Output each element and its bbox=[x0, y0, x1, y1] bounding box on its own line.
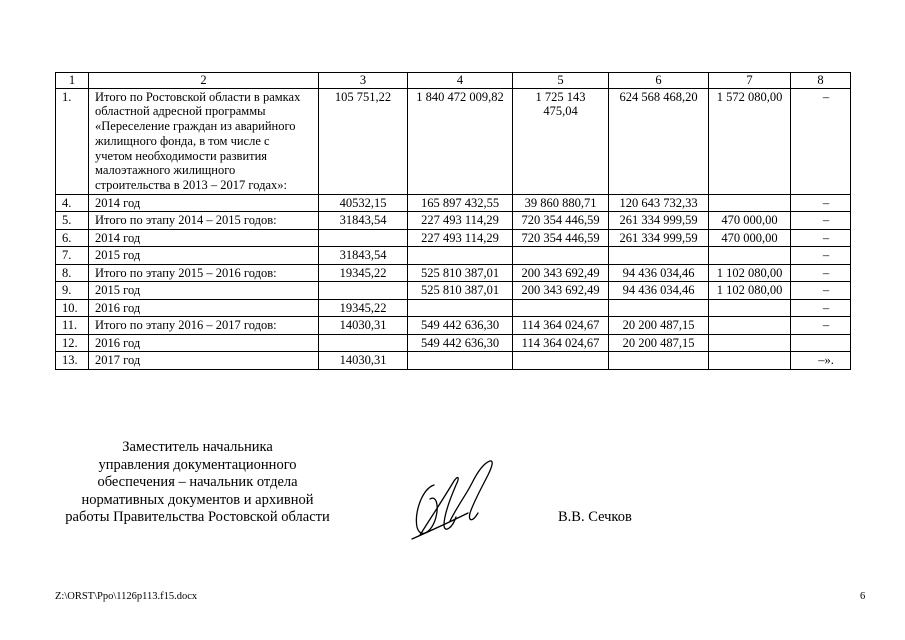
col3-value-cell: 14030,31 bbox=[319, 317, 408, 335]
col7-value-cell: 470 000,00 bbox=[709, 212, 791, 230]
col8-value-cell bbox=[791, 334, 851, 352]
table-row bbox=[56, 88, 851, 194]
col5-value-cell: 200 343 692,49 bbox=[513, 264, 609, 282]
col3-value-cell: 105 751,22 bbox=[319, 88, 408, 194]
col3-value-cell bbox=[319, 282, 408, 300]
row-label-cell: 2014 год bbox=[89, 194, 319, 212]
table-row bbox=[56, 264, 851, 282]
col4-value-cell: 227 493 114,29 bbox=[408, 212, 513, 230]
col4-value-cell: 1 840 472 009,82 bbox=[408, 88, 513, 194]
row-number-cell: 6. bbox=[56, 229, 89, 247]
col6-value-cell: 261 334 999,59 bbox=[609, 229, 709, 247]
row-number-cell: 4. bbox=[56, 194, 89, 212]
row-number-cell: 11. bbox=[56, 317, 89, 335]
col5-value-cell bbox=[513, 299, 609, 317]
signer-position bbox=[40, 439, 355, 527]
row-number-cell: 1. bbox=[56, 88, 89, 194]
table-row bbox=[56, 334, 851, 352]
row-label-cell: 2016 год bbox=[89, 334, 319, 352]
col5-value-cell: 200 343 692,49 bbox=[513, 282, 609, 300]
col7-value-cell bbox=[709, 194, 791, 212]
row-label-cell: 2016 год bbox=[89, 299, 319, 317]
signature-stroke bbox=[416, 485, 437, 533]
col6-value-cell: 20 200 487,15 bbox=[609, 334, 709, 352]
row-number-cell: 13. bbox=[56, 352, 89, 370]
col3-value-cell: 31843,54 bbox=[319, 247, 408, 265]
col7-value-cell: 470 000,00 bbox=[709, 229, 791, 247]
col8-value-cell: – bbox=[791, 88, 851, 194]
col6-value-cell: 120 643 732,33 bbox=[609, 194, 709, 212]
col5-value-cell: 720 354 446,59 bbox=[513, 229, 609, 247]
col3-value-cell: 40532,15 bbox=[319, 194, 408, 212]
col8-value-cell: –». bbox=[791, 352, 851, 370]
table-row bbox=[56, 194, 851, 212]
col7-value-cell bbox=[709, 317, 791, 335]
position-line: управления документационного bbox=[98, 456, 297, 473]
col6-value-cell bbox=[609, 352, 709, 370]
row-number-cell: 5. bbox=[56, 212, 89, 230]
col7-value-cell bbox=[709, 352, 791, 370]
column-header-5: 5 bbox=[513, 73, 609, 89]
row-label-cell: 2015 год bbox=[89, 282, 319, 300]
col5-value-cell: 1 725 143 475,04 bbox=[513, 88, 609, 194]
table-row bbox=[56, 299, 851, 317]
col8-value-cell: – bbox=[791, 194, 851, 212]
col3-value-cell bbox=[319, 229, 408, 247]
col4-value-cell: 165 897 432,55 bbox=[408, 194, 513, 212]
signer-name: В.В. Сечков bbox=[558, 509, 632, 525]
page-number: 6 bbox=[860, 591, 866, 602]
signature-stroke bbox=[412, 513, 468, 539]
col6-value-cell: 94 436 034,46 bbox=[609, 264, 709, 282]
table-row bbox=[56, 247, 851, 265]
table-row bbox=[56, 352, 851, 370]
table-row bbox=[56, 282, 851, 300]
column-header-7: 7 bbox=[709, 73, 791, 89]
col5-value-cell: 720 354 446,59 bbox=[513, 212, 609, 230]
col7-value-cell bbox=[709, 299, 791, 317]
col4-value-cell: 227 493 114,29 bbox=[408, 229, 513, 247]
col6-value-cell: 20 200 487,15 bbox=[609, 317, 709, 335]
col5-value-cell bbox=[513, 352, 609, 370]
col7-value-cell: 1 102 080,00 bbox=[709, 282, 791, 300]
col5-value-cell bbox=[513, 247, 609, 265]
col6-value-cell: 261 334 999,59 bbox=[609, 212, 709, 230]
position-line: работы Правительства Ростовской области bbox=[65, 509, 330, 525]
row-number-cell: 8. bbox=[56, 264, 89, 282]
col4-value-cell bbox=[408, 299, 513, 317]
table-row bbox=[56, 212, 851, 230]
col8-value-cell: – bbox=[791, 317, 851, 335]
col8-value-cell: – bbox=[791, 229, 851, 247]
column-header-1: 1 bbox=[56, 73, 89, 89]
column-header-8: 8 bbox=[791, 73, 851, 89]
col7-value-cell: 1 572 080,00 bbox=[709, 88, 791, 194]
col3-value-cell: 19345,22 bbox=[319, 299, 408, 317]
col8-value-cell: – bbox=[791, 247, 851, 265]
table-row bbox=[56, 229, 851, 247]
row-label-cell: 2015 год bbox=[89, 247, 319, 265]
col6-value-cell bbox=[609, 299, 709, 317]
row-label-cell: Итого по этапу 2016 – 2017 годов: bbox=[89, 317, 319, 335]
footer-file-path: Z:\ORST\Ppo\1126p113.f15.docx bbox=[55, 591, 198, 602]
col5-value-cell: 39 860 880,71 bbox=[513, 194, 609, 212]
col5-value-cell: 114 364 024,67 bbox=[513, 334, 609, 352]
column-header-6: 6 bbox=[609, 73, 709, 89]
col8-value-cell: – bbox=[791, 282, 851, 300]
row-number-cell: 7. bbox=[56, 247, 89, 265]
row-number-cell: 10. bbox=[56, 299, 89, 317]
table-header-row bbox=[56, 73, 851, 89]
table-head bbox=[56, 73, 851, 89]
col6-value-cell bbox=[609, 247, 709, 265]
row-label-cell: Итого по этапу 2015 – 2016 годов: bbox=[89, 264, 319, 282]
signature-stroke bbox=[450, 461, 492, 521]
col8-value-cell: – bbox=[791, 212, 851, 230]
position-line: обеспечения – начальник отдела bbox=[97, 474, 298, 490]
row-label-cell: 2017 год bbox=[89, 352, 319, 370]
col4-value-cell: 525 810 387,01 bbox=[408, 282, 513, 300]
col8-value-cell: – bbox=[791, 299, 851, 317]
row-label-cell: Итого по этапу 2014 – 2015 годов: bbox=[89, 212, 319, 230]
col7-value-cell: 1 102 080,00 bbox=[709, 264, 791, 282]
col4-value-cell: 549 442 636,30 bbox=[408, 317, 513, 335]
col6-value-cell: 94 436 034,46 bbox=[609, 282, 709, 300]
col4-value-cell bbox=[408, 247, 513, 265]
row-number-cell: 12. bbox=[56, 334, 89, 352]
position-line: нормативных документов и архивной bbox=[81, 491, 314, 508]
col3-value-cell: 14030,31 bbox=[319, 352, 408, 370]
col3-value-cell bbox=[319, 334, 408, 352]
column-header-4: 4 bbox=[408, 73, 513, 89]
position-line: Заместитель начальника bbox=[122, 439, 273, 455]
col8-value-cell: – bbox=[791, 264, 851, 282]
col6-value-cell: 624 568 468,20 bbox=[609, 88, 709, 194]
col5-value-cell: 114 364 024,67 bbox=[513, 317, 609, 335]
col4-value-cell: 525 810 387,01 bbox=[408, 264, 513, 282]
column-header-3: 3 bbox=[319, 73, 408, 89]
col3-value-cell: 31843,54 bbox=[319, 212, 408, 230]
row-label-cell: Итого по Ростовской области в рамках областной адресной программы «Переселение граждан из аварийного жилищного фонда, в том числе с учетом необходимости развития малоэтажного жилищного строительства в 2013 – 2017 годах»: bbox=[89, 88, 319, 194]
col4-value-cell bbox=[408, 352, 513, 370]
col7-value-cell bbox=[709, 334, 791, 352]
row-number-cell: 9. bbox=[56, 282, 89, 300]
table-row bbox=[56, 317, 851, 335]
table-body bbox=[56, 88, 851, 369]
col7-value-cell bbox=[709, 247, 791, 265]
col4-value-cell: 549 442 636,30 bbox=[408, 334, 513, 352]
handwritten-signature bbox=[408, 455, 498, 543]
column-header-2: 2 bbox=[89, 73, 319, 89]
col3-value-cell: 19345,22 bbox=[319, 264, 408, 282]
row-label-cell: 2014 год bbox=[89, 229, 319, 247]
data-table bbox=[55, 72, 851, 370]
